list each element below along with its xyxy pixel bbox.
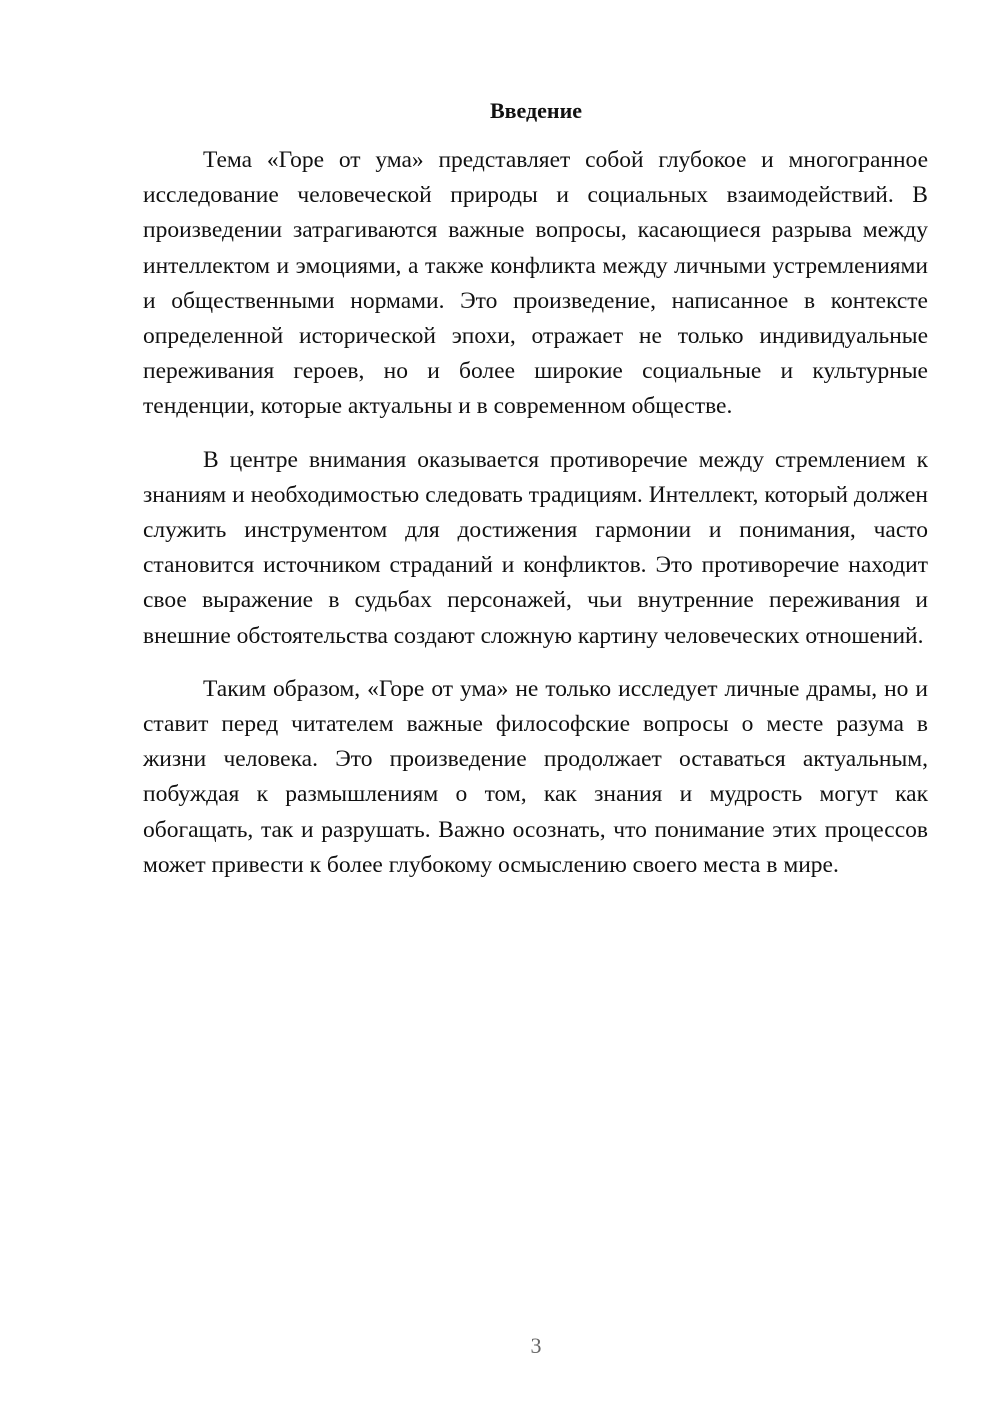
- section-heading: Введение: [489, 98, 583, 123]
- page-number: 3: [530, 1333, 542, 1358]
- paragraph-2: В центре внимания оказывается противоречие между стремлением к знаниям и необходимостью следовать традициям. Интеллект, который должен служить инструментом для достижения гармонии и понимания, часто становится источником страданий и конфликтов. Это противоречие находит свое выражение в судьбах персонажей, чьи внутренние переживания и внешние обстоятельства создают сложную картину человеческих отношений.: [143, 446, 928, 649]
- paragraph-3: Таким образом, «Горе от ума» не только исследует личные драмы, но и ставит перед читателем важные философские вопросы о месте разума в жизни человека. Это произведение продолжает оставаться актуальным, побуждая к размышлениям о том, как знания и мудрость могут как обогащать, так и разрушать. Важно осознать, что понимание этих процессов может привести к более глубокому осмыслению своего места в мире.: [143, 675, 928, 878]
- paragraph-1: Тема «Горе от ума» представляет собой глубокое и многогранное исследование человеческой природы и социальных взаимодействий. В произведении затрагиваются важные вопросы, касающиеся разрыва между интеллектом и эмоциями, а также конфликта между личными устремлениями и общественными нормами. Это произведение, написанное в контексте определенной исторической эпохи, отражает не только индивидуальные переживания героев, но и более широкие социальные и культурные тенденции, которые актуальны и в современном обществе.: [143, 147, 928, 420]
- body-text: [143, 143, 928, 901]
